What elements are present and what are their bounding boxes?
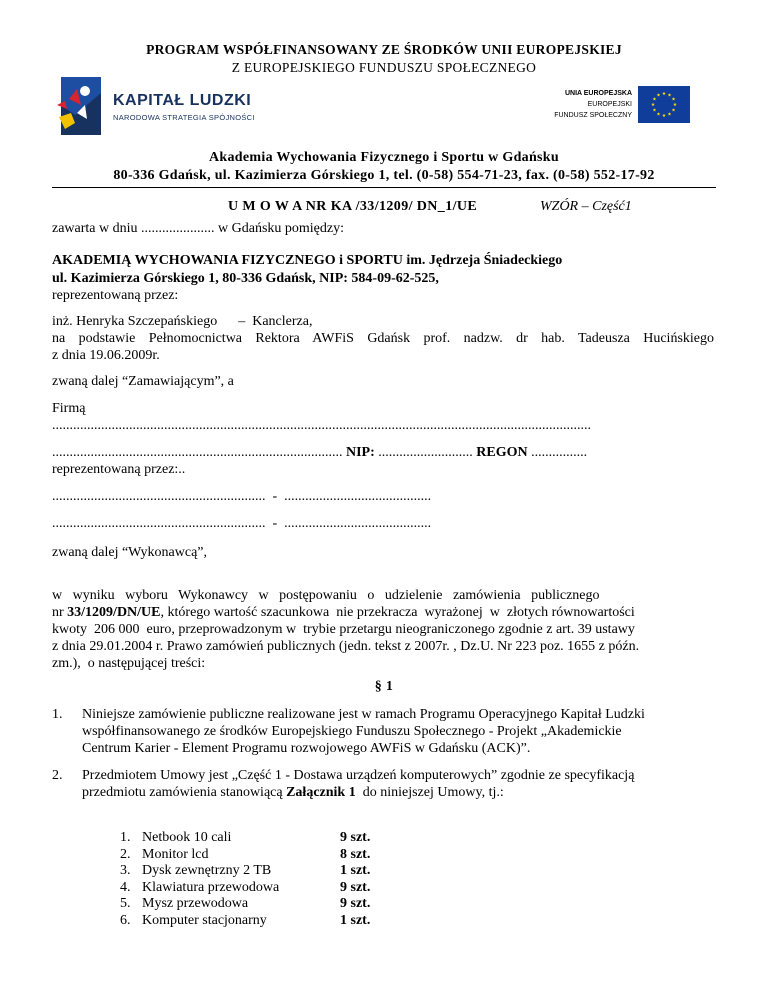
kapital-ludzki-logo (55, 75, 265, 137)
party2-represented: reprezentowaną przez:.. (52, 462, 186, 477)
eu-logo-line1: UNIA EUROPEJSKA (564, 90, 632, 97)
party1-rep-line3: z dnia 19.06.2009r. (52, 348, 160, 363)
party2-rep-row1: ............................................................. - .......................................... (52, 489, 432, 504)
item2-number: 2. (52, 768, 63, 783)
list-item-number: 3. (120, 863, 131, 879)
template-label: WZÓR – Część1 (540, 199, 632, 214)
item1-line3: Centrum Karier - Element Programu rozwojowego AWFiS w Gdańsku (ACK)”. (82, 741, 531, 756)
procedure-number: 33/1209/DN/UE (67, 605, 161, 620)
eu-logo-line2: EUROPEJSKI (587, 101, 632, 108)
eu-logo-text (554, 88, 632, 121)
list-item-number: 5. (120, 896, 131, 912)
item2-line2-a: przedmiotu zamówienia stanowiącą (82, 785, 287, 800)
intro-line2-a: nr (52, 605, 68, 620)
list-item-qty: 9 szt. (340, 879, 371, 895)
nip-dots: ........................... (374, 445, 477, 460)
party1-represented: reprezentowaną przez: (52, 288, 179, 303)
party2-rep-row2: ............................................................. - .......................................... (52, 516, 432, 531)
institution-name: Akademia Wychowania Fizycznego i Sportu w Gdańsku (209, 150, 559, 165)
party2-called: zwaną dalej “Wykonawcą”, (52, 545, 208, 560)
list-item-name: Komputer stacjonarny (142, 913, 267, 928)
contract-title: U M O W A NR KA /33/1209/ DN_1/UE (228, 199, 478, 214)
eu-flag-icon (638, 86, 690, 123)
intro-line5: zm.), o następującej treści: (52, 656, 206, 671)
program-header-line2: Z EUROPEJSKIEGO FUNDUSZU SPOŁECZNEGO (231, 60, 537, 75)
program-header-line1: PROGRAM WSPÓŁFINANSOWANY ZE ŚRODKÓW UNII EUROPEJSKIEJ (146, 42, 622, 57)
intro-line1: w wyniku wyboru Wykonawcy w postępowaniu o udzielenie zamówienia publicznego (52, 588, 600, 603)
list-item-qty: 1 szt. (340, 863, 371, 879)
list-item-name: Mysz przewodowa (142, 896, 249, 912)
party2-dots-full: .......................................................................................................................................................... (52, 418, 591, 433)
eu-logo (540, 86, 690, 126)
party2-nip-regon-line (52, 444, 587, 462)
intro-line2 (52, 604, 635, 622)
item1-number: 1. (52, 707, 63, 722)
party1-name: AKADEMIĄ WYCHOWANIA FIZYCZNEGO i SPORTU im. Jędrzeja Śniadeckiego (52, 253, 563, 268)
party2-dots-partial: ................................................................................... (52, 445, 346, 460)
party1-called: zwaną dalej “Zamawiającym”, a (52, 374, 234, 389)
list-item-name: Klawiatura przewodowa (142, 879, 280, 895)
attachment-ref: Załącznik 1 (286, 785, 356, 800)
section-mark: § 1 (374, 679, 394, 694)
intro-line4: z dnia 29.01.2004 r. Prawo zamówień publicznych (jedn. tekst z 2007r. , Dz.U. Nr 223 poz. 1655 z późn. (52, 639, 640, 654)
kapital-ludzki-subtitle: NARODOWA STRATEGIA SPÓJNOŚCI (113, 113, 255, 122)
party1-address: ul. Kazimierza Górskiego 1, 80-336 Gdańsk, NIP: 584-09-62-525, (52, 271, 439, 286)
list-item-number: 6. (120, 913, 131, 928)
eu-logo-line3: FUNDUSZ SPOŁECZNY (554, 112, 632, 119)
list-item-name: Monitor lcd (142, 846, 209, 862)
party1-rep-line2: na podstawie Pełnomocnictwa Rektora AWFiS Gdańsk prof. nadzw. dr hab. Tadeusza Hucińskiego (52, 331, 714, 346)
item2-line2 (82, 784, 504, 802)
intro-line2-c: , którego wartość szacunkowa nie przekracza wyrażonej w złotych równowartości (160, 605, 635, 620)
list-item-name: Dysk zewnętrzny 2 TB (142, 863, 272, 879)
list-item-qty: 9 szt. (340, 830, 371, 845)
item2-line2-c: do niniejszej Umowy, tj.: (355, 785, 504, 800)
party1-rep-line1: inż. Henryka Szczepańskiego – Kanclerza, (52, 314, 313, 329)
kapital-ludzki-emblem-icon (55, 75, 111, 137)
regon-dots: ................ (527, 445, 588, 460)
item1-line1: Niniejsze zamówienie publiczne realizowane jest w ramach Programu Operacyjnego Kapitał Ludzki (82, 707, 645, 722)
list-item-name: Netbook 10 cali (142, 830, 232, 845)
list-item-number: 2. (120, 846, 131, 862)
intro-line3: kwoty 206 000 euro, przeprowadzonym w trybie przetargu nieograniczonego zgodnie z art. 39 ustawy (52, 622, 635, 637)
list-item-number: 4. (120, 879, 131, 895)
list-item-number: 1. (120, 830, 131, 845)
concluded-line: zawarta w dniu ..................... w Gdańsku pomiędzy: (52, 221, 344, 236)
item1-line2: współfinansowanego ze środków Europejskiego Funduszu Społecznego - Projekt „Akademickie (82, 724, 622, 739)
header-divider (52, 187, 716, 188)
nip-label: NIP: (346, 445, 375, 460)
list-item-qty: 1 szt. (340, 913, 371, 928)
regon-label: REGON (476, 445, 528, 460)
list-item-qty: 8 szt. (340, 846, 371, 862)
party2-firm-label: Firmą (52, 401, 86, 416)
kapital-ludzki-title: KAPITAŁ LUDZKI (113, 92, 252, 109)
item2-line1: Przedmiotem Umowy jest „Część 1 - Dostawa urządzeń komputerowych” zgodnie ze specyfikacją (82, 768, 635, 783)
institution-address: 80-336 Gdańsk, ul. Kazimierza Górskiego 1, tel. (0-58) 554-71-23, fax. (0-58) 552-17-92 (113, 168, 655, 183)
list-item-qty: 9 szt. (340, 896, 371, 912)
